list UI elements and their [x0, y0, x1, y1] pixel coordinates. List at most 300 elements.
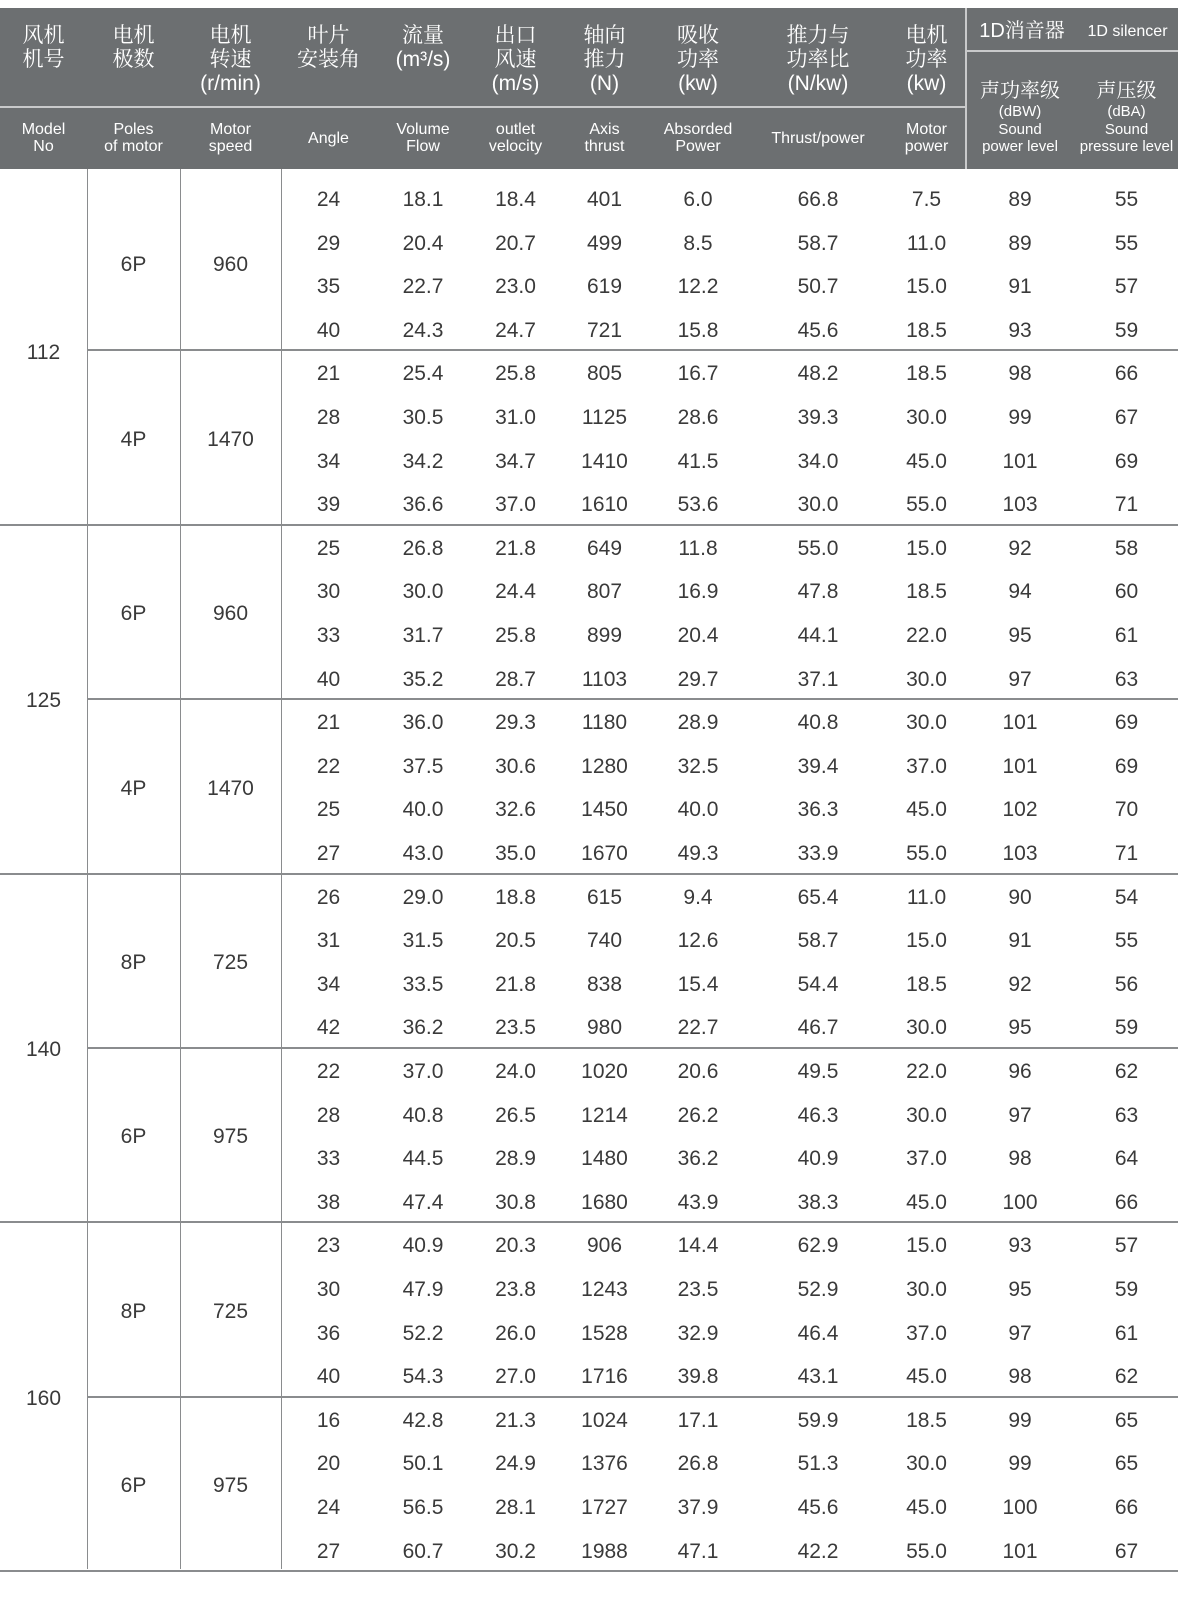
table-cell: 54.3 [402, 1365, 444, 1389]
table-cell: 26.8 [402, 536, 444, 560]
header-en-2: Motor speed [208, 121, 253, 155]
row-divider [87, 698, 1178, 700]
table-cell: 45.0 [906, 449, 947, 473]
table-cell: 30.0 [906, 711, 947, 735]
table-cell: 23.5 [677, 1278, 719, 1301]
table-cell: 91 [1008, 275, 1032, 299]
table-cell: 100 [1002, 1190, 1038, 1214]
table-cell: 35 [316, 275, 341, 299]
speed-cell: 975 [212, 1125, 249, 1149]
row-divider [0, 873, 1178, 875]
table-cell: 1716 [581, 1365, 628, 1389]
table-cell: 37.1 [797, 667, 839, 691]
header-zh-3: 叶片 安装角 [297, 24, 360, 71]
table-cell: 30.0 [906, 1016, 947, 1040]
table-cell: 15.4 [677, 972, 719, 996]
table-cell: 97 [1008, 667, 1032, 691]
table-cell: 22.7 [677, 1016, 719, 1040]
table-cell: 33.5 [402, 972, 444, 996]
table-cell: 103 [1002, 493, 1038, 517]
table-cell: 28.9 [677, 711, 719, 735]
table-cell: 40 [316, 318, 341, 342]
table-cell: 26.8 [677, 1452, 719, 1476]
table-cell: 34 [316, 972, 341, 996]
table-cell: 32.5 [677, 754, 719, 778]
table-cell: 41.5 [677, 449, 719, 473]
table-cell: 28 [316, 1103, 341, 1127]
table-cell: 70 [1114, 798, 1139, 822]
table-cell: 1125 [581, 406, 628, 429]
table-cell: 63 [1114, 1103, 1139, 1127]
table-cell: 30.0 [906, 406, 947, 429]
table-cell: 22 [316, 1060, 341, 1083]
table-cell: 59 [1114, 318, 1139, 342]
table-cell: 59 [1114, 1278, 1139, 1301]
table-cell: 11.0 [906, 231, 947, 255]
table-cell: 40.8 [797, 711, 839, 735]
row-divider [87, 1396, 1178, 1398]
table-cell: 31.5 [402, 929, 444, 953]
table-cell: 40.0 [402, 798, 444, 822]
table-cell: 39.8 [677, 1365, 719, 1389]
fan-performance-table [0, 8, 1178, 1563]
speed-cell: 1470 [207, 776, 254, 800]
poles-cell: 6P [120, 602, 147, 626]
table-cell: 21.8 [495, 972, 536, 996]
silencer-col-en-0: (dBW) Sound power level [982, 103, 1058, 155]
table-cell: 25.8 [495, 624, 536, 647]
table-cell: 31.7 [402, 624, 444, 647]
table-cell: 60 [1114, 580, 1139, 604]
table-cell: 26.5 [495, 1103, 536, 1127]
table-cell: 62.9 [797, 1234, 839, 1258]
table-cell: 49.5 [797, 1060, 839, 1083]
table-cell: 30.2 [495, 1539, 536, 1563]
table-cell: 55 [1114, 188, 1139, 211]
table-cell: 21 [316, 362, 341, 386]
table-cell: 30.6 [495, 754, 536, 778]
table-cell: 16.9 [677, 580, 719, 604]
table-cell: 60.7 [402, 1539, 444, 1563]
table-cell: 54 [1114, 885, 1139, 909]
table-cell: 50.7 [797, 275, 839, 299]
header-zh-9: 电机 功率 (kw) [905, 24, 948, 95]
table-cell: 55.0 [797, 536, 839, 560]
table-cell: 29 [316, 231, 341, 255]
table-cell: 619 [586, 275, 623, 299]
table-cell: 42.2 [797, 1539, 839, 1563]
table-cell: 1376 [581, 1452, 628, 1476]
table-cell: 20.7 [495, 231, 536, 255]
speed-cell: 1470 [207, 427, 254, 451]
table-cell: 43.0 [402, 842, 444, 865]
table-cell: 56.5 [402, 1496, 444, 1519]
table-cell: 1020 [581, 1060, 628, 1083]
table-cell: 66 [1114, 1496, 1139, 1519]
table-cell: 20.6 [677, 1060, 719, 1083]
table-cell: 29.3 [495, 711, 536, 735]
table-cell: 1610 [581, 493, 628, 517]
model-cell: 125 [25, 689, 62, 713]
table-cell: 95 [1008, 1278, 1032, 1301]
table-cell: 52.9 [797, 1278, 839, 1301]
table-cell: 92 [1008, 972, 1032, 996]
table-cell: 22.0 [906, 624, 947, 647]
table-cell: 807 [586, 580, 623, 604]
table-cell: 71 [1114, 842, 1139, 865]
table-cell: 20 [316, 1452, 341, 1476]
table-cell: 1280 [581, 754, 628, 778]
poles-cell: 6P [120, 1125, 147, 1149]
table-cell: 45.0 [906, 1190, 947, 1214]
table-cell: 65 [1114, 1452, 1139, 1476]
table-cell: 24 [316, 1496, 341, 1519]
speed-cell: 725 [212, 1299, 249, 1323]
table-cell: 30 [316, 1278, 341, 1301]
row-divider [0, 1570, 1178, 1572]
table-cell: 29.7 [677, 667, 719, 691]
table-cell: 23 [316, 1234, 341, 1258]
table-cell: 51.3 [797, 1452, 839, 1476]
table-cell: 39 [316, 493, 341, 517]
table-cell: 649 [586, 536, 623, 560]
table-cell: 23.5 [495, 1016, 536, 1040]
table-cell: 66 [1114, 362, 1139, 386]
table-cell: 39.3 [797, 406, 839, 429]
table-cell: 615 [586, 885, 623, 909]
table-cell: 1450 [581, 798, 628, 822]
table-cell: 20.4 [402, 231, 444, 255]
table-cell: 46.3 [797, 1103, 839, 1127]
table-cell: 24.3 [402, 318, 444, 342]
table-cell: 62 [1114, 1365, 1139, 1389]
header-zh-5: 出口 风速 (m/s) [491, 24, 540, 95]
table-cell: 103 [1002, 842, 1038, 865]
table-cell: 93 [1008, 318, 1032, 342]
model-cell: 112 [26, 340, 61, 364]
table-cell: 1670 [581, 842, 628, 865]
table-cell: 20.3 [495, 1234, 536, 1258]
table-cell: 64 [1114, 1147, 1139, 1171]
table-cell: 28 [316, 406, 341, 429]
table-cell: 47.4 [402, 1190, 444, 1214]
table-cell: 838 [586, 972, 623, 996]
header-en-6: Axis thrust [584, 121, 625, 155]
table-header [0, 8, 1178, 169]
table-cell: 32.9 [677, 1321, 719, 1345]
table-cell: 25 [316, 536, 341, 560]
table-cell: 16 [316, 1408, 341, 1432]
poles-cell: 8P [120, 951, 147, 974]
table-cell: 26 [316, 885, 341, 909]
row-divider [0, 524, 1178, 526]
table-cell: 1103 [581, 667, 628, 691]
speed-cell: 960 [212, 602, 249, 626]
table-cell: 65 [1114, 1408, 1139, 1432]
table-cell: 499 [586, 231, 623, 255]
table-cell: 18.4 [495, 188, 536, 211]
table-cell: 1680 [581, 1190, 628, 1214]
table-cell: 97 [1008, 1321, 1032, 1345]
table-cell: 20.5 [495, 929, 536, 953]
table-cell: 55.0 [906, 842, 947, 865]
table-cell: 47.8 [797, 580, 839, 604]
table-cell: 59.9 [797, 1408, 839, 1432]
table-cell: 27.0 [495, 1365, 536, 1389]
table-cell: 30.0 [906, 1452, 947, 1476]
table-cell: 26.2 [677, 1103, 719, 1127]
table-cell: 101 [1002, 754, 1038, 778]
row-divider [0, 1221, 1178, 1223]
table-cell: 57 [1114, 1234, 1139, 1258]
table-cell: 66 [1114, 1190, 1139, 1214]
table-cell: 17.1 [677, 1408, 719, 1432]
table-cell: 24.9 [495, 1452, 536, 1476]
table-cell: 48.2 [797, 362, 839, 386]
table-cell: 21 [316, 711, 341, 735]
table-cell: 61 [1114, 1321, 1139, 1345]
table-cell: 43.9 [677, 1190, 719, 1214]
col-line [87, 169, 88, 1569]
table-cell: 37.0 [906, 754, 947, 778]
table-cell: 42 [316, 1016, 341, 1040]
table-cell: 89 [1008, 231, 1032, 255]
table-cell: 67 [1114, 1539, 1139, 1563]
table-cell: 98 [1008, 362, 1032, 386]
table-cell: 55 [1114, 231, 1139, 255]
poles-cell: 6P [120, 1474, 147, 1498]
table-cell: 98 [1008, 1365, 1032, 1389]
table-cell: 18.8 [495, 885, 536, 909]
table-cell: 69 [1114, 449, 1139, 473]
table-cell: 18.5 [906, 972, 947, 996]
table-cell: 71 [1114, 493, 1139, 517]
table-cell: 40.9 [402, 1234, 444, 1258]
table-cell: 100 [1002, 1496, 1038, 1519]
table-cell: 1480 [581, 1147, 628, 1171]
table-cell: 24.7 [495, 318, 536, 342]
table-cell: 62 [1114, 1060, 1139, 1083]
table-cell: 46.4 [797, 1321, 839, 1345]
table-cell: 23.0 [495, 275, 536, 299]
model-cell: 140 [25, 1038, 62, 1062]
table-cell: 45.0 [906, 798, 947, 822]
table-cell: 12.2 [677, 275, 719, 299]
table-cell: 33 [316, 624, 341, 647]
table-cell: 101 [1002, 711, 1038, 735]
table-cell: 401 [586, 188, 623, 211]
table-cell: 55.0 [906, 493, 947, 517]
table-cell: 59 [1114, 1016, 1139, 1040]
table-cell: 1528 [581, 1321, 628, 1345]
table-cell: 30.0 [402, 580, 444, 604]
table-cell: 38 [316, 1190, 341, 1214]
header-en-8: Thrust/power [771, 130, 865, 147]
table-cell: 24 [316, 188, 341, 211]
table-cell: 1727 [581, 1496, 628, 1519]
table-cell: 33 [316, 1147, 341, 1171]
table-cell: 69 [1114, 754, 1139, 778]
table-cell: 45.0 [906, 1496, 947, 1519]
table-cell: 30.0 [906, 1278, 947, 1301]
table-cell: 23.8 [495, 1278, 536, 1301]
poles-cell: 4P [120, 776, 147, 800]
table-cell: 50.1 [402, 1452, 444, 1476]
table-cell: 42.8 [402, 1408, 444, 1432]
table-cell: 37.9 [677, 1496, 719, 1519]
header-zh-1: 电机 极数 [112, 24, 155, 71]
table-cell: 55.0 [906, 1539, 947, 1563]
table-cell: 15.0 [906, 536, 947, 560]
table-cell: 56 [1114, 972, 1139, 996]
header-zh-2: 电机 转速 (r/min) [200, 24, 261, 95]
table-cell: 38.3 [797, 1190, 839, 1214]
table-cell: 58.7 [797, 231, 839, 255]
table-cell: 45.6 [797, 1496, 839, 1519]
table-cell: 37.0 [402, 1060, 444, 1083]
table-cell: 66.8 [797, 188, 839, 211]
table-cell: 6.0 [683, 188, 713, 211]
table-cell: 30.5 [402, 406, 444, 429]
table-cell: 33.9 [797, 842, 839, 865]
table-cell: 55 [1114, 929, 1139, 953]
table-cell: 28.1 [495, 1496, 536, 1519]
header-en-4: Volume Flow [396, 121, 450, 155]
table-cell: 1024 [581, 1408, 628, 1432]
table-cell: 1243 [581, 1278, 628, 1301]
table-cell: 101 [1002, 449, 1038, 473]
table-cell: 69 [1114, 711, 1139, 735]
table-cell: 36.2 [677, 1147, 719, 1171]
header-zh-4: 流量 (m³/s) [395, 24, 451, 71]
table-cell: 15.0 [906, 1234, 947, 1258]
table-cell: 40.9 [797, 1147, 839, 1171]
speed-cell: 960 [212, 253, 249, 277]
table-cell: 9.4 [683, 885, 713, 909]
table-cell: 31 [316, 929, 341, 953]
speed-cell: 725 [212, 951, 249, 974]
table-cell: 91 [1008, 929, 1032, 953]
table-cell: 29.0 [402, 885, 444, 909]
table-cell: 21.3 [495, 1408, 536, 1432]
table-cell: 1214 [581, 1103, 628, 1127]
table-cell: 11.8 [678, 536, 718, 560]
table-cell: 721 [586, 318, 623, 342]
poles-cell: 8P [120, 1299, 147, 1323]
table-cell: 24.4 [495, 580, 536, 604]
header-en-3: Angle [308, 130, 349, 147]
table-cell: 46.7 [797, 1016, 839, 1040]
table-cell: 34 [316, 449, 341, 473]
table-cell: 21.8 [495, 536, 536, 560]
table-cell: 52.2 [402, 1321, 444, 1345]
table-cell: 980 [586, 1016, 623, 1040]
table-cell: 57 [1114, 275, 1139, 299]
table-cell: 32.6 [495, 798, 536, 822]
header-divider [0, 106, 965, 108]
table-cell: 40.8 [402, 1103, 444, 1127]
table-cell: 28.6 [677, 406, 719, 429]
table-cell: 18.5 [906, 580, 947, 604]
table-cell: 18.5 [906, 1408, 947, 1432]
table-cell: 44.1 [797, 624, 839, 647]
table-cell: 12.6 [677, 929, 719, 953]
table-cell: 15.8 [677, 318, 719, 342]
table-cell: 18.5 [906, 362, 947, 386]
table-cell: 7.5 [911, 188, 942, 211]
table-cell: 1410 [581, 449, 628, 473]
table-cell: 1180 [581, 711, 628, 735]
table-cell: 11.0 [906, 885, 947, 909]
table-cell: 31.0 [495, 406, 536, 429]
table-cell: 27 [316, 1539, 341, 1563]
header-en-7: Absorded Power [663, 121, 733, 155]
table-cell: 14.4 [677, 1234, 719, 1258]
speed-cell: 975 [212, 1474, 249, 1498]
table-cell: 90 [1008, 885, 1032, 909]
header-en-1: Poles of motor [104, 121, 163, 155]
table-cell: 36 [316, 1321, 341, 1345]
table-cell: 20.4 [677, 624, 719, 647]
table-cell: 89 [1008, 188, 1032, 211]
table-cell: 61 [1114, 624, 1139, 647]
table-cell: 30.0 [797, 493, 839, 517]
table-cell: 36.6 [402, 493, 444, 517]
table-cell: 30.8 [495, 1190, 536, 1214]
table-cell: 25.8 [495, 362, 536, 386]
silencer-top-divider [967, 50, 1178, 52]
table-cell: 101 [1002, 1539, 1038, 1563]
table-cell: 58 [1114, 536, 1139, 560]
silencer-col-zh-1: 声压级 [1096, 80, 1157, 102]
table-cell: 899 [586, 624, 623, 647]
table-cell: 92 [1008, 536, 1032, 560]
row-divider [87, 349, 1178, 351]
table-cell: 906 [586, 1234, 623, 1258]
row-divider [87, 1047, 1178, 1049]
table-cell: 37.0 [906, 1147, 947, 1171]
table-cell: 65.4 [797, 885, 839, 909]
table-cell: 43.1 [797, 1365, 839, 1389]
table-cell: 740 [586, 929, 623, 953]
table-cell: 37.5 [402, 754, 444, 778]
table-cell: 28.9 [495, 1147, 536, 1171]
table-cell: 34.0 [797, 449, 839, 473]
table-cell: 25 [316, 798, 341, 822]
header-en-9: Motor power [904, 121, 949, 155]
table-cell: 1988 [581, 1539, 628, 1563]
silencer-col-zh-0: 声功率级 [980, 80, 1060, 102]
table-cell: 24.0 [495, 1060, 536, 1083]
table-cell: 97 [1008, 1103, 1032, 1127]
model-cell: 160 [25, 1387, 62, 1410]
table-cell: 40 [316, 1365, 341, 1389]
table-cell: 37.0 [495, 493, 536, 517]
table-cell: 53.6 [677, 493, 719, 517]
table-cell: 22.0 [906, 1060, 947, 1083]
table-cell: 95 [1008, 1016, 1032, 1040]
poles-cell: 4P [120, 427, 147, 451]
table-cell: 99 [1008, 1452, 1032, 1476]
table-cell: 35.0 [495, 842, 536, 865]
table-cell: 22 [316, 754, 341, 778]
table-cell: 25.4 [402, 362, 444, 386]
col-line [180, 169, 181, 1569]
table-cell: 40.0 [677, 798, 719, 822]
table-cell: 34.7 [495, 449, 536, 473]
silencer-col-en-1: (dBA) Sound pressure level [1079, 103, 1174, 155]
table-cell: 30.0 [906, 1103, 947, 1127]
